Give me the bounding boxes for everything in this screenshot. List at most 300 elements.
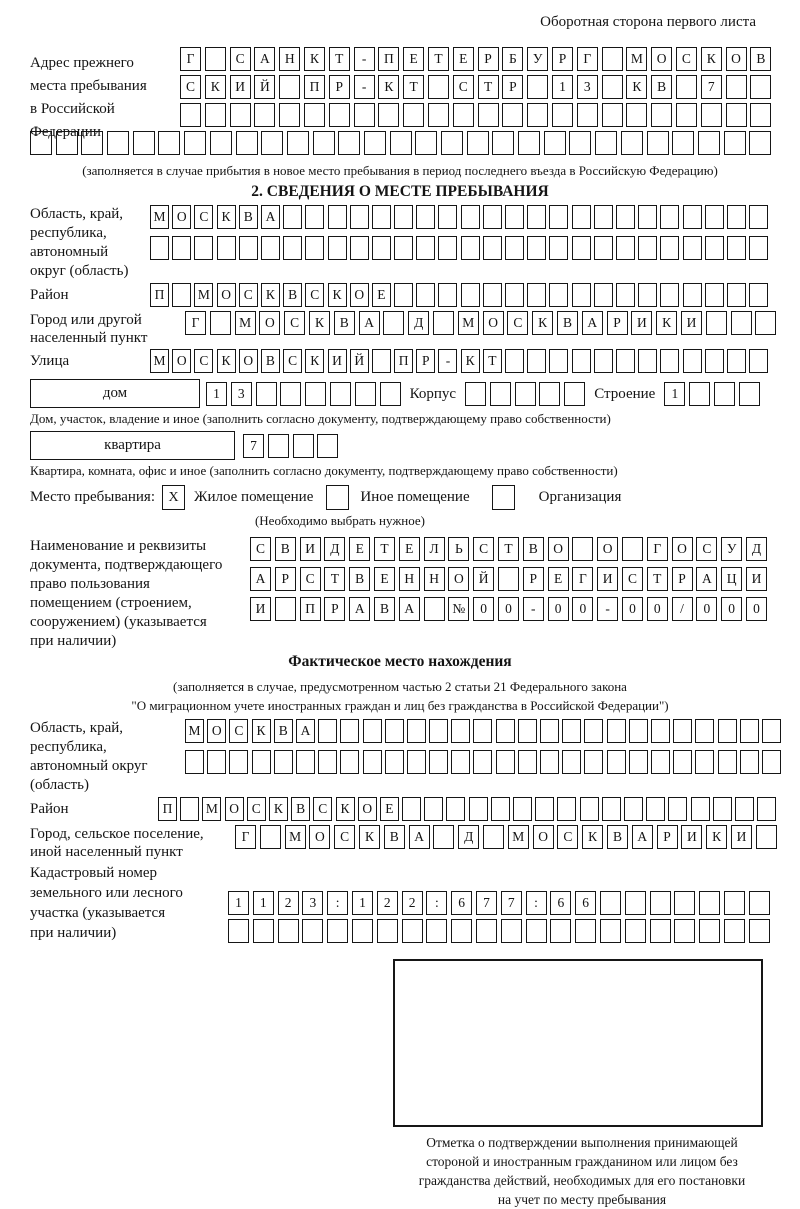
char-cell: [429, 719, 448, 743]
char-cell: [762, 719, 781, 743]
char-cell: [172, 236, 191, 260]
char-cell: [354, 103, 375, 127]
char-cell: П: [378, 47, 399, 71]
char-cell: [607, 719, 626, 743]
char-cell: [683, 283, 702, 307]
label-line: на учет по месту пребывания: [497, 1192, 667, 1207]
char-cell: [328, 205, 347, 229]
actual-city-row: [30, 825, 800, 863]
char-cell: [616, 349, 635, 373]
char-cell: [402, 797, 421, 821]
stay-type-label: Место пребывания:: [30, 489, 155, 505]
char-cell: И: [300, 537, 321, 561]
char-cell: Т: [374, 537, 395, 561]
char-cell: О: [448, 567, 469, 591]
document-label: [30, 537, 248, 651]
char-cell: О: [533, 825, 554, 849]
char-cell: [261, 236, 280, 260]
char-cell: [540, 719, 559, 743]
char-cell: [338, 131, 360, 155]
prev-address-note: (заполняется в случае прибытия в новое место пребывания в период последнего въезда в Российскую Федерацию): [82, 163, 718, 178]
char-cell: К: [305, 349, 324, 373]
char-cell: [705, 236, 724, 260]
char-cell: В: [651, 75, 672, 99]
prev-address-row-3: [180, 103, 800, 127]
char-cell: [698, 131, 720, 155]
char-cell: Е: [380, 797, 399, 821]
char-cell: М: [508, 825, 529, 849]
char-cell: [402, 919, 423, 943]
char-cell: С: [250, 537, 271, 561]
char-cell: [407, 750, 426, 774]
char-cell: Г: [185, 311, 206, 335]
char-cell: [683, 236, 702, 260]
char-cell: У: [721, 537, 742, 561]
char-cell: [394, 205, 413, 229]
district-cells: [150, 283, 768, 307]
char-cell: [205, 103, 226, 127]
char-cell: [394, 283, 413, 307]
street-row: [30, 349, 800, 377]
apartment-note: Квартира, комната, офис и иное (заполнить согласно документу, подтверждающему право собственности): [30, 463, 618, 478]
char-cell: [377, 919, 398, 943]
char-cell: К: [336, 797, 355, 821]
char-cell: [254, 103, 275, 127]
char-cell: [380, 382, 401, 406]
char-cell: Й: [350, 349, 369, 373]
char-cell: [539, 382, 560, 406]
char-cell: [260, 825, 281, 849]
char-cell: [660, 205, 679, 229]
char-cell: [364, 131, 386, 155]
street-cells: [150, 349, 768, 373]
stay-type-row: [30, 485, 800, 510]
char-cell: К: [252, 719, 271, 743]
char-cell: 0: [696, 597, 717, 621]
label-line: Адрес прежнего: [30, 55, 134, 71]
char-cell: [727, 205, 746, 229]
char-cell: С: [453, 75, 474, 99]
char-cell: [363, 750, 382, 774]
char-cell: А: [696, 567, 717, 591]
char-cell: [505, 236, 524, 260]
char-cell: [544, 131, 566, 155]
char-cell: К: [701, 47, 722, 71]
char-cell: [505, 283, 524, 307]
char-cell: [584, 719, 603, 743]
char-cell: [527, 75, 548, 99]
char-cell: [433, 825, 454, 849]
char-cell: С: [305, 283, 324, 307]
char-cell: [602, 797, 621, 821]
char-cell: Т: [647, 567, 668, 591]
char-cell: [549, 236, 568, 260]
char-cell: [461, 205, 480, 229]
char-cell: [594, 236, 613, 260]
char-cell: С: [676, 47, 697, 71]
actual-region-row-2: [185, 750, 800, 774]
char-cell: [207, 750, 226, 774]
label-line: при наличии): [30, 633, 117, 649]
char-cell: :: [426, 891, 447, 915]
char-cell: Р: [552, 47, 573, 71]
char-cell: [594, 283, 613, 307]
char-cell: Е: [453, 47, 474, 71]
char-cell: [256, 382, 277, 406]
char-cell: [383, 311, 404, 335]
char-cell: [705, 205, 724, 229]
char-cell: [279, 75, 300, 99]
char-cell: [699, 891, 720, 915]
char-cell: 1: [664, 382, 685, 406]
char-cell: [438, 236, 457, 260]
char-cell: [526, 919, 547, 943]
char-cell: [550, 919, 571, 943]
char-cell: [750, 75, 771, 99]
stay-type-note: (Необходимо выбрать нужное): [254, 513, 426, 528]
char-cell: [749, 236, 768, 260]
prev-address-row-1: [180, 47, 800, 71]
char-cell: Е: [548, 567, 569, 591]
char-cell: А: [250, 567, 271, 591]
actual-district-cells: [158, 797, 776, 821]
char-cell: И: [746, 567, 767, 591]
char-cell: [451, 919, 472, 943]
char-cell: П: [300, 597, 321, 621]
actual-location-title: Фактическое место нахождения: [288, 653, 512, 670]
char-cell: [229, 750, 248, 774]
label-line: Отметка о подтверждении выполнения принимающей: [426, 1135, 738, 1150]
char-cell: К: [217, 205, 236, 229]
char-cell: [749, 919, 770, 943]
korpus-cells: [465, 382, 585, 406]
char-cell: [616, 283, 635, 307]
char-cell: [329, 103, 350, 127]
char-cell: Р: [329, 75, 350, 99]
char-cell: [527, 236, 546, 260]
char-cell: [706, 311, 727, 335]
char-cell: [638, 205, 657, 229]
char-cell: Т: [478, 75, 499, 99]
char-cell: В: [275, 537, 296, 561]
cadastre-label: [30, 863, 225, 943]
char-cell: [575, 919, 596, 943]
char-cell: [518, 131, 540, 155]
char-cell: [616, 236, 635, 260]
char-cell: А: [582, 311, 603, 335]
char-cell: [762, 750, 781, 774]
document-row-1: [250, 537, 800, 561]
char-cell: 0: [647, 597, 668, 621]
char-cell: [600, 919, 621, 943]
char-cell: [572, 205, 591, 229]
char-cell: С: [696, 537, 717, 561]
char-cell: И: [681, 311, 702, 335]
char-cell: Т: [428, 47, 449, 71]
label-line: гражданства действий, необходимых для его постановки: [418, 1173, 746, 1188]
char-cell: [651, 750, 670, 774]
char-cell: [438, 205, 457, 229]
char-cell: [726, 103, 747, 127]
char-cell: К: [261, 283, 280, 307]
char-cell: [180, 103, 201, 127]
char-cell: Н: [424, 567, 445, 591]
char-cell: Д: [746, 537, 767, 561]
char-cell: И: [631, 311, 652, 335]
label-line: при наличии): [30, 925, 117, 941]
char-cell: [714, 382, 735, 406]
char-cell: [726, 75, 747, 99]
house-cells: [206, 382, 401, 406]
char-cell: [283, 236, 302, 260]
char-cell: 7: [476, 891, 497, 915]
street-label: Улица: [30, 353, 70, 369]
char-cell: [651, 103, 672, 127]
label-line: Область, край,: [30, 720, 124, 736]
cadastre-row-2: [228, 919, 800, 943]
char-cell: А: [261, 205, 280, 229]
char-cell: [672, 131, 694, 155]
char-cell: С: [239, 283, 258, 307]
char-cell: И: [731, 825, 752, 849]
label-line: автономный: [30, 244, 109, 260]
char-cell: [363, 719, 382, 743]
char-cell: [740, 750, 759, 774]
char-cell: [683, 205, 702, 229]
char-cell: К: [205, 75, 226, 99]
city-label: [30, 311, 185, 347]
char-cell: [305, 382, 326, 406]
char-cell: [749, 205, 768, 229]
actual-region-block: [0, 719, 800, 797]
char-cell: С: [300, 567, 321, 591]
char-cell: Т: [483, 349, 502, 373]
char-cell: [330, 382, 351, 406]
char-cell: [328, 236, 347, 260]
char-cell: [513, 797, 532, 821]
char-cell: [287, 131, 309, 155]
char-cell: В: [291, 797, 310, 821]
char-cell: :: [327, 891, 348, 915]
char-cell: [172, 283, 191, 307]
char-cell: [372, 236, 391, 260]
char-cell: [390, 131, 412, 155]
char-cell: 2: [402, 891, 423, 915]
char-cell: [496, 750, 515, 774]
label-line: в Российской: [30, 101, 115, 117]
char-cell: [616, 205, 635, 229]
apartment-cells: [243, 434, 338, 458]
char-cell: В: [523, 537, 544, 561]
char-cell: С: [313, 797, 332, 821]
char-cell: :: [526, 891, 547, 915]
char-cell: О: [726, 47, 747, 71]
char-cell: [239, 236, 258, 260]
char-cell: В: [750, 47, 771, 71]
char-cell: М: [458, 311, 479, 335]
label-line: Кадастровый номер: [30, 865, 157, 881]
char-cell: [647, 131, 669, 155]
char-cell: Е: [349, 537, 370, 561]
char-cell: [253, 919, 274, 943]
char-cell: 3: [302, 891, 323, 915]
char-cell: [650, 891, 671, 915]
char-cell: [624, 797, 643, 821]
char-cell: В: [283, 283, 302, 307]
label-line: округ (область): [30, 263, 129, 279]
char-cell: Р: [672, 567, 693, 591]
char-cell: [602, 75, 623, 99]
char-cell: О: [207, 719, 226, 743]
char-cell: [518, 750, 537, 774]
actual-region-label: [30, 719, 180, 795]
char-cell: [602, 103, 623, 127]
char-cell: А: [349, 597, 370, 621]
char-cell: 1: [552, 75, 573, 99]
char-cell: [261, 131, 283, 155]
char-cell: [205, 47, 226, 71]
label-line: (заполняется в случае, предусмотренном частью 2 статьи 21 Федерального закона: [173, 679, 627, 694]
char-cell: В: [349, 567, 370, 591]
char-cell: [673, 719, 692, 743]
region-row-1: [150, 205, 800, 229]
char-cell: [572, 537, 593, 561]
char-cell: Г: [572, 567, 593, 591]
char-cell: 1: [206, 382, 227, 406]
char-cell: О: [350, 283, 369, 307]
char-cell: 0: [473, 597, 494, 621]
char-cell: [483, 283, 502, 307]
label-line: право пользования: [30, 576, 150, 592]
char-cell: Е: [403, 47, 424, 71]
actual-location-note: [0, 677, 800, 715]
char-cell: Р: [657, 825, 678, 849]
char-cell: А: [399, 597, 420, 621]
char-cell: [505, 205, 524, 229]
char-cell: [549, 349, 568, 373]
char-cell: [701, 103, 722, 127]
char-cell: [228, 919, 249, 943]
char-cell: И: [597, 567, 618, 591]
apartment-row: [30, 431, 800, 460]
char-cell: О: [172, 205, 191, 229]
char-cell: Д: [458, 825, 479, 849]
char-cell: [304, 103, 325, 127]
char-cell: [305, 236, 324, 260]
label-line: Город, сельское поселение,: [30, 826, 204, 842]
label-line: земельного или лесного: [30, 885, 183, 901]
char-cell: [274, 750, 293, 774]
char-cell: [501, 919, 522, 943]
char-cell: С: [283, 349, 302, 373]
char-cell: А: [359, 311, 380, 335]
char-cell: О: [483, 311, 504, 335]
house-box-label: дом: [30, 379, 200, 408]
char-cell: [236, 131, 258, 155]
char-cell: [416, 236, 435, 260]
char-cell: И: [328, 349, 347, 373]
char-cell: Р: [478, 47, 499, 71]
stamp-box: [393, 959, 763, 1127]
char-cell: [483, 205, 502, 229]
char-cell: К: [656, 311, 677, 335]
char-cell: А: [254, 47, 275, 71]
char-cell: В: [261, 349, 280, 373]
char-cell: -: [354, 75, 375, 99]
char-cell: [756, 825, 777, 849]
char-cell: У: [527, 47, 548, 71]
char-cell: [660, 236, 679, 260]
char-cell: [629, 719, 648, 743]
char-cell: [505, 349, 524, 373]
char-cell: [676, 75, 697, 99]
char-cell: [527, 103, 548, 127]
char-cell: [296, 750, 315, 774]
char-cell: О: [548, 537, 569, 561]
section2-title: 2. СВЕДЕНИЯ О МЕСТЕ ПРЕБЫВАНИЯ: [251, 183, 549, 200]
char-cell: [424, 797, 443, 821]
char-cell: С: [507, 311, 528, 335]
char-cell: И: [681, 825, 702, 849]
char-cell: К: [309, 311, 330, 335]
char-cell: О: [358, 797, 377, 821]
char-cell: Е: [372, 283, 391, 307]
char-cell: [293, 434, 314, 458]
char-cell: [595, 131, 617, 155]
char-cell: [424, 597, 445, 621]
char-cell: К: [328, 283, 347, 307]
document-row-3: [250, 597, 800, 621]
label-line: (область): [30, 777, 89, 793]
char-cell: К: [461, 349, 480, 373]
char-cell: В: [239, 205, 258, 229]
label-line: Наименование и реквизиты: [30, 538, 207, 554]
char-cell: Г: [180, 47, 201, 71]
char-cell: [416, 283, 435, 307]
char-cell: 0: [721, 597, 742, 621]
label-line: участка (указывается: [30, 905, 166, 921]
char-cell: [461, 236, 480, 260]
char-cell: [564, 382, 585, 406]
char-cell: [352, 919, 373, 943]
char-cell: Т: [329, 47, 350, 71]
char-cell: [446, 797, 465, 821]
char-cell: [638, 349, 657, 373]
char-cell: [415, 131, 437, 155]
char-cell: В: [374, 597, 395, 621]
char-cell: Й: [254, 75, 275, 99]
char-cell: [217, 236, 236, 260]
char-cell: В: [334, 311, 355, 335]
char-cell: [275, 597, 296, 621]
char-cell: К: [532, 311, 553, 335]
char-cell: [660, 283, 679, 307]
char-cell: Д: [408, 311, 429, 335]
char-cell: Т: [403, 75, 424, 99]
char-cell: [283, 205, 302, 229]
char-cell: [673, 750, 692, 774]
actual-district-label: Район: [30, 801, 69, 817]
char-cell: [465, 382, 486, 406]
char-cell: [740, 719, 759, 743]
char-cell: [749, 131, 771, 155]
char-cell: [441, 131, 463, 155]
char-cell: [478, 103, 499, 127]
char-cell: [453, 103, 474, 127]
char-cell: 0: [548, 597, 569, 621]
char-cell: 1: [253, 891, 274, 915]
char-cell: О: [239, 349, 258, 373]
